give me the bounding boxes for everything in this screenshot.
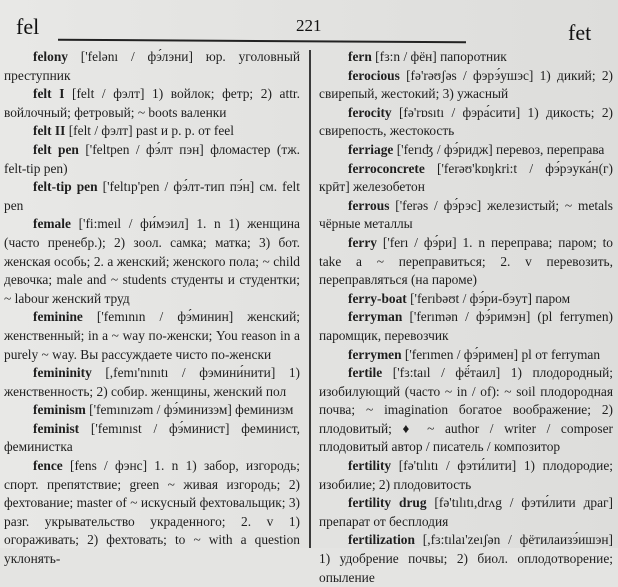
dictionary-entry bbox=[319, 290, 613, 309]
page-number: 221 bbox=[296, 16, 322, 35]
headword: female bbox=[33, 216, 71, 232]
entry-body: ['ferı / фэ́ри] 1. n переправа; паром; to take a ~ переправиться; 2. v перевозить, переправляться (на пароме) bbox=[319, 234, 613, 288]
dictionary-entry bbox=[4, 401, 300, 420]
headword: feminine bbox=[33, 309, 83, 325]
dictionary-entry bbox=[4, 420, 300, 457]
headword: felt II bbox=[33, 123, 66, 139]
dictionary-entry bbox=[4, 457, 300, 569]
headword: feminist bbox=[33, 420, 80, 436]
entry-body: [felt / фэлт] past и p. p. от feel bbox=[65, 123, 234, 139]
entry-body: ['feltıp'pen / фэ́лт-тип пэ́н] см. felt pen bbox=[4, 179, 300, 213]
entry-body: ['ferıbəʊt / фэ́ри-бэут] паром bbox=[406, 290, 571, 306]
headword: ferroconcrete bbox=[348, 160, 425, 176]
entry-body: [fə'tılıtı,drʌg / фэти́лити драг] препарат от бесплодия bbox=[319, 495, 613, 529]
dictionary-entry bbox=[4, 122, 300, 141]
dictionary-entry bbox=[319, 104, 613, 141]
dictionary-entry bbox=[4, 141, 300, 178]
entry-body: [fə'tılıtı / фэти́лити] 1) плодородие; изобилие; 2) плодовитость bbox=[319, 458, 613, 492]
right-guide-word: fet bbox=[568, 20, 592, 45]
dictionary-entry bbox=[319, 531, 613, 587]
dictionary-entry bbox=[319, 67, 613, 104]
entry-body: ['ferımən / фэ́римэн] (pl ferrymen) паромщик, перевозчик bbox=[319, 309, 613, 343]
header-rule bbox=[58, 39, 466, 43]
dictionary-entry bbox=[319, 160, 613, 197]
headword: ferry bbox=[348, 234, 377, 250]
headword: ferrymen bbox=[348, 346, 402, 362]
dictionary-entry bbox=[319, 494, 613, 531]
dictionary-entry bbox=[319, 364, 613, 457]
headword: ferrous bbox=[348, 197, 390, 213]
dictionary-entry bbox=[319, 457, 613, 494]
headword: ferry-boat bbox=[348, 290, 407, 306]
headword: fertile bbox=[348, 365, 383, 381]
entry-body: [fɜ:n / фён] папоротник bbox=[371, 49, 507, 64]
dictionary-entry bbox=[4, 215, 300, 308]
headword: ferriage bbox=[348, 141, 394, 157]
entry-body: ['femının / фэ́минин] женский; женственный; in a ~ way по-женски; You reason in a purely ~ way. Вы рассуждаете чисто по-женски bbox=[4, 309, 300, 362]
dictionary-entry bbox=[4, 364, 300, 401]
dictionary-entry bbox=[4, 85, 300, 122]
headword: ferocious bbox=[348, 67, 400, 83]
entry-body: ['fi:meıl / фи́мэил] 1. n 1) женщина (часто пренебр.); 2) зоол. самка; матка; 3) бот. женская особь; 2. a женский; женского пола; ~ child девочка; male and ~ students студенты и студентки; ~ labour женский труд bbox=[4, 216, 300, 306]
headword: fern bbox=[348, 49, 372, 64]
dictionary-entry bbox=[319, 346, 613, 365]
entry-body: ['ferəs / фэ́рэс] железистый; ~ metals чёрные металлы bbox=[319, 197, 613, 232]
right-column bbox=[319, 48, 613, 587]
headword: femininity bbox=[33, 365, 92, 381]
headword: felony bbox=[33, 49, 68, 64]
left-column bbox=[4, 48, 300, 569]
entry-body: [fə'rəʊʃəs / фэрэ́ушэс] 1) дикий; 2) свирепый, жестокий; 3) ужасный bbox=[319, 67, 613, 102]
entry-body: ['ferımen / фэ́римен] pl от ferryman bbox=[401, 346, 601, 362]
entry-body: [,fɜ:tılaı'zeıʃən / фётилаизэ́ишэн] 1) удобрение почвы; 2) биол. оплодотворение; опыление bbox=[319, 532, 613, 585]
dictionary-entry bbox=[319, 141, 613, 160]
entry-body: ['feltpen / фэ́лт пэн] фломастер (тж. felt-tip pen) bbox=[4, 141, 300, 176]
dictionary-entry bbox=[319, 308, 613, 345]
dictionary-entry bbox=[319, 234, 613, 290]
entry-body: ['ferıʤ / фэ́ридж] перевоз, переправа bbox=[393, 141, 605, 157]
entry-body: ['fɜ:taıl / фё́таил] 1) плодородный; изобилующий (часто ~ in / of): ~ soil плодородная почва; ~ imagination богатое воображение; 2) плодовитый; ♦ ~ author / writer / composer плодовитый автор / писатель / композитор bbox=[319, 365, 613, 455]
headword: fertilization bbox=[348, 532, 415, 548]
entry-body: [fə'rɒsıtı / фэра́сити] 1) дикость; 2) свирепость, жестокость bbox=[319, 104, 613, 139]
headword: fence bbox=[33, 458, 63, 474]
headword: felt I bbox=[33, 86, 65, 102]
headword: ferocity bbox=[348, 104, 392, 120]
headword: ferryman bbox=[348, 309, 403, 325]
entry-body: ['felənı / фэ́лэни] юр. уголовный преступник bbox=[4, 49, 300, 83]
dictionary-entry bbox=[4, 308, 300, 364]
entry-body: [,femı'nınıtı / фэмини́нити] 1) женственность; 2) собир. женщины, женский пол bbox=[4, 365, 300, 399]
dictionary-entry bbox=[4, 48, 300, 85]
headword: fertility bbox=[348, 458, 392, 474]
headword: feminism bbox=[33, 402, 86, 418]
dictionary-entry bbox=[319, 48, 613, 67]
dictionary-entry bbox=[4, 178, 300, 215]
headword: felt-tip pen bbox=[33, 179, 98, 195]
column-divider bbox=[309, 50, 311, 548]
headword: fertility drug bbox=[348, 495, 427, 511]
left-guide-word: fel bbox=[16, 14, 40, 39]
headword: felt pen bbox=[33, 141, 79, 157]
dictionary-entry bbox=[319, 197, 613, 234]
entry-body: [felt / фэлт] 1) войлок; фетр; 2) attr. войлочный; фетровый; ~ boots валенки bbox=[4, 86, 300, 120]
entry-body: ['femınızəm / фэ́минизэм] феминизм bbox=[85, 402, 294, 418]
entry-body: ['femınıst / фэ́минист] феминист, феминистка bbox=[4, 420, 300, 455]
entry-body: [fens / фэнс] 1. n 1) забор, изгородь; спорт. препятствие; green ~ живая изгородь; 2) фехтование; master of ~ искусный фехтовальщик; 3) разг. укрывательство украденного; 2. v 1) огораживать; 2) фехтовать; to ~ with a question уклонять- bbox=[4, 458, 300, 567]
entry-body: ['ferəʊ'kɒŋkri:t / фэ́рэука́н(г) крӣт] железобетон bbox=[319, 160, 613, 195]
